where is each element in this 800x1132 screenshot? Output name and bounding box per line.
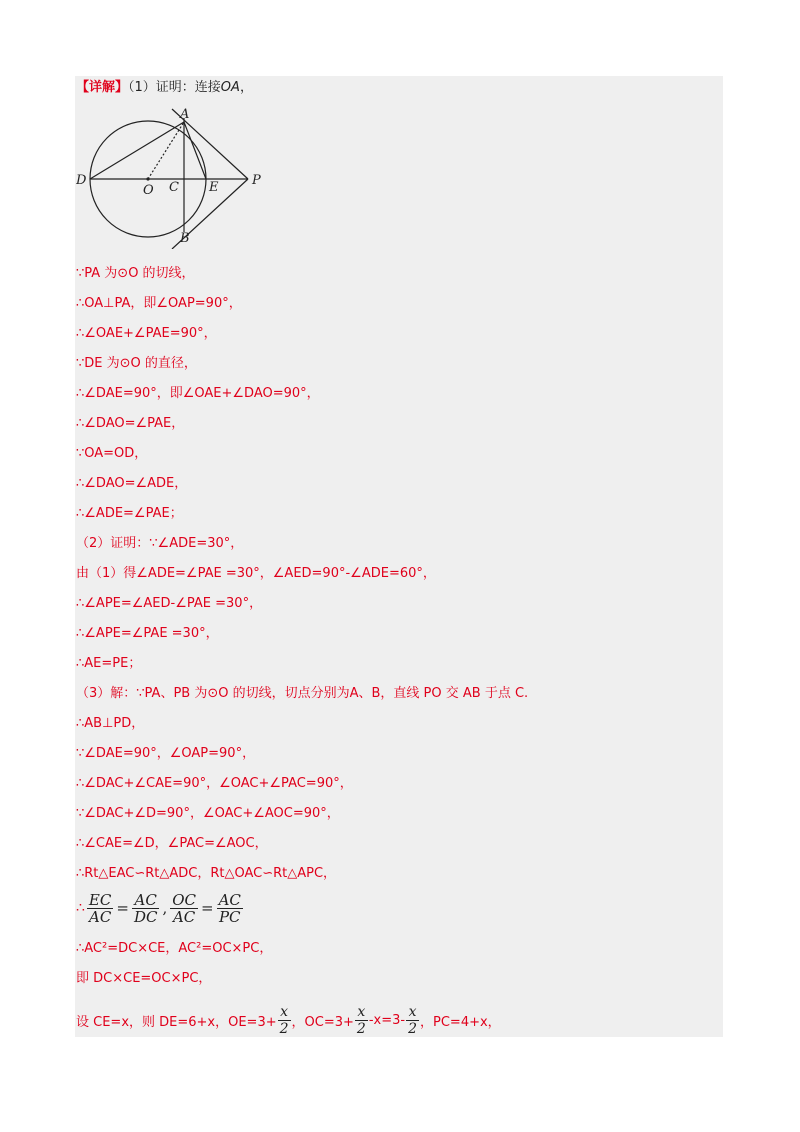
fraction: $\frac{OC}{AC}$ [172,890,197,926]
fraction: $\frac{EC}{AC}$ [88,890,112,926]
proof-line: 即 DC×CE=OC×PC， [76,971,212,986]
fraction: $\frac{AC}{DC}$ [133,890,158,926]
proof-line: ∴∠APE=∠PAE =30°， [76,626,219,641]
ratio-equation: ∴ $\frac{EC}{AC}$ = $\frac{AC}{DC}$ , $\frac{OC}{AC}$ = $\frac{AC}{PC}$ [76,890,241,926]
label-e: E [209,180,219,195]
label-d: D [76,173,87,188]
geometry-figure [76,104,276,249]
proof-line: ∴∠CAE=∠D，∠PAC=∠AOC， [76,836,268,851]
header-text: （1）证明：连接 [128,80,221,95]
label-b: B [180,231,190,246]
proof-line: ∴∠APE=∠AED-∠PAE =30°， [76,596,263,611]
solution-header: 【详解】（1）证明：连接OA， [76,80,253,95]
proof-line: ∴Rt△EAC∽Rt△ADC，Rt△OAC∽Rt△APC， [76,866,337,881]
fraction: $\frac{AC}{PC}$ [218,890,241,926]
proof-line: ∴AB⊥PD， [76,716,145,731]
label-c: C [169,180,179,195]
label-a: A [180,107,190,122]
segment-ad [90,122,184,179]
proof-line: ∴AC²=DC×CE，AC²=OC×PC， [76,941,273,956]
label-p: P [252,173,261,188]
proof-line: ∴OA⊥PA，即∠OAP=90°， [76,296,242,311]
fraction-x-over-2: $\frac{x}{2}$ [279,1003,289,1037]
proof-line: ∵PA 为⊙O 的切线， [76,266,195,281]
header-var: OA [220,80,240,95]
proof-line: ∵∠DAE=90°，∠OAP=90°， [76,746,256,761]
proof-line: ∵OA=OD， [76,446,148,461]
fraction-x-over-2: $\frac{x}{2}$ [408,1003,418,1037]
proof-line: ∴∠DAO=∠ADE， [76,476,188,491]
segment-oa [148,122,184,179]
proof-line: 由（1）得∠ADE=∠PAE =30°，∠AED=90°-∠ADE=60°， [76,566,436,581]
proof-line: ∴∠ADE=∠PAE； [76,506,183,521]
detail-bracket: 【详解】 [76,80,129,95]
label-o: O [143,183,154,198]
proof-line: ∴AE=PE； [76,656,142,671]
fraction-x-over-2: $\frac{x}{2}$ [356,1003,366,1037]
proof-line: （2）证明：∵∠ADE=30°， [76,536,244,551]
proof-line: ∴∠DAO=∠PAE， [76,416,185,431]
proof-line: ∴∠DAE=90°，即∠OAE+∠DAO=90°， [76,386,320,401]
proof-line: （3）解：∵PA、PB 为⊙O 的切线，切点分别为A、B，直线 PO 交 AB 于点 C. [76,686,529,701]
substitution-line: 设 CE=x，则 DE=6+x，OE=3+ $\frac{x}{2}$ ，OC=3+ $\frac{x}{2}$ -x=3- $\frac{x}{2}$ ，PC=4+x， [76,1003,501,1037]
proof-line: ∴∠DAC+∠CAE=90°，∠OAC+∠PAC=90°， [76,776,353,791]
therefore-symbol: ∴ [76,900,85,916]
proof-line: ∵DE 为⊙O 的直径， [76,356,197,371]
point-o [146,177,149,180]
proof-line: ∴∠OAE+∠PAE=90°， [76,326,217,341]
proof-line: ∵∠DAC+∠D=90°，∠OAC+∠AOC=90°， [76,806,340,821]
